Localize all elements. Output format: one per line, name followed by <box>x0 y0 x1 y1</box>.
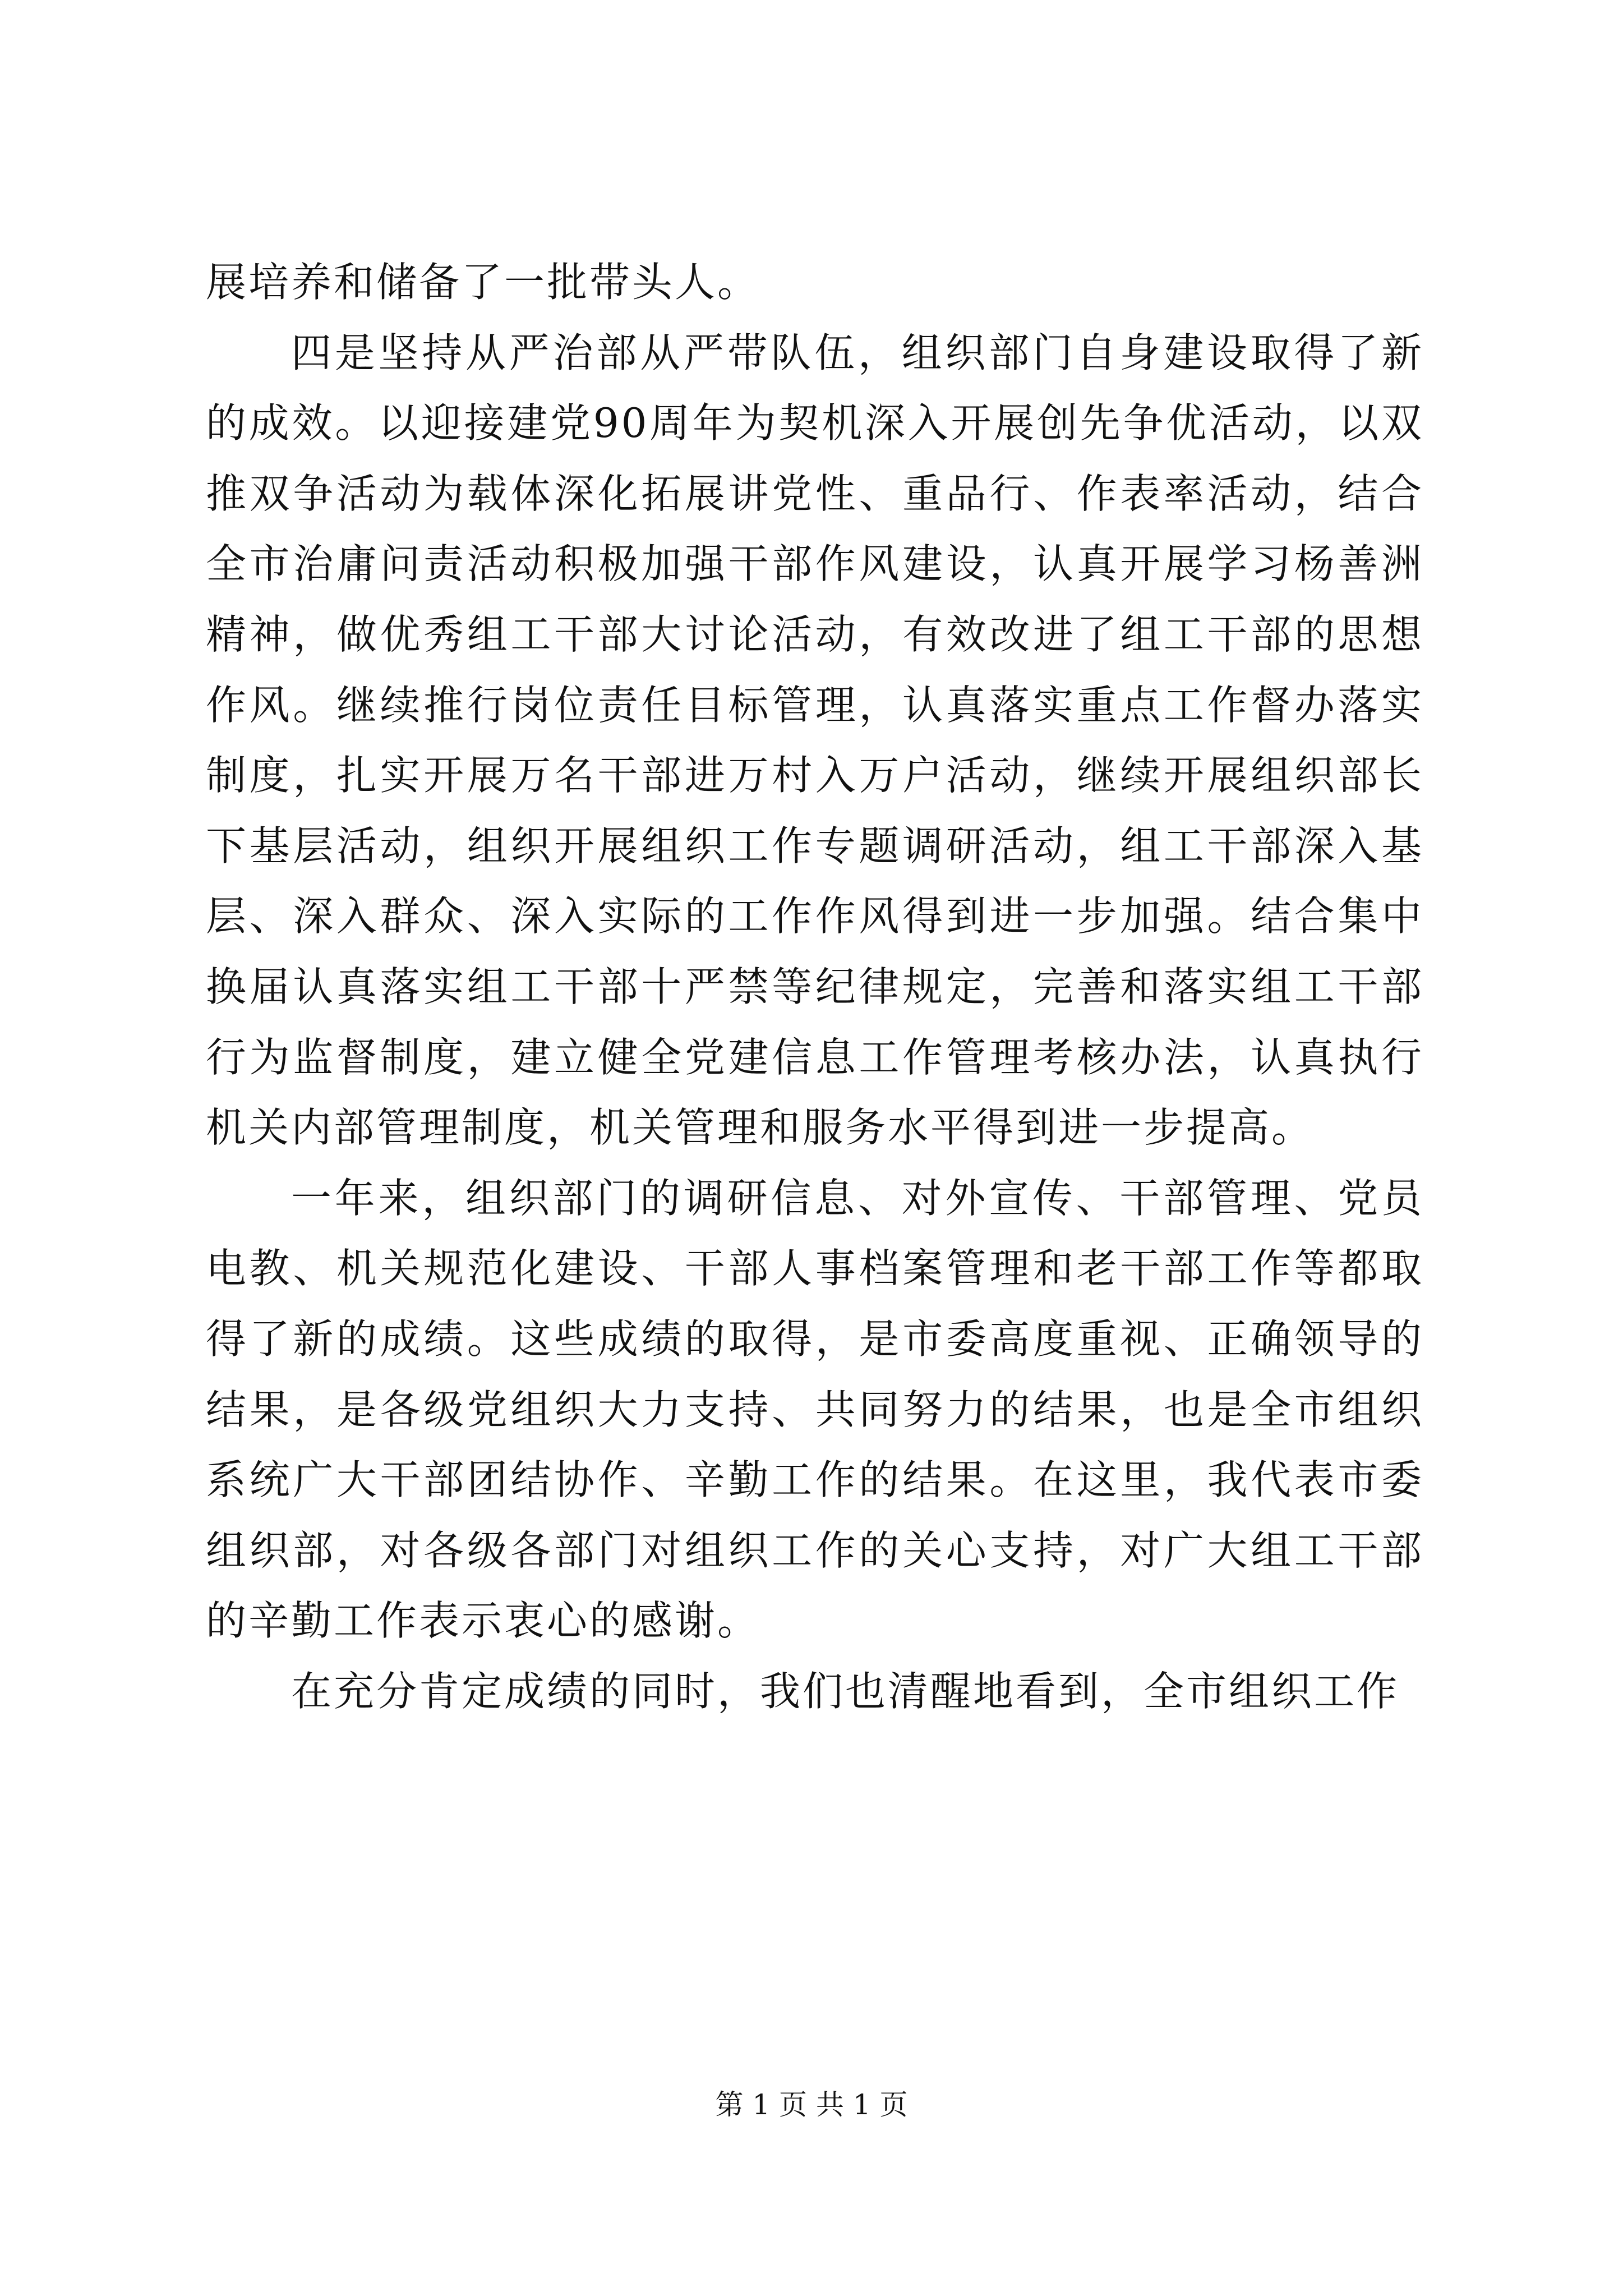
paragraph-shortcomings-intro: 在充分肯定成绩的同时，我们也清醒地看到，全市组织工作 <box>291 1667 1400 1715</box>
paragraph-achievements-summary: 一年来，组织部门的调研信息、对外宣传、干部管理、党员电教、机关规范化建设、干部人事档案管理和老干部工作等都取得了新的成绩。这些成绩的取得，是市委高度重视、正确领导的结果，是各级党组织大力支持、共同努力的结果，也是全市组织系统广大干部团结协作、辛勤工作的结果。在这里，我代表市委组织部，对各级各部门对组织工作的关心支持，对广大组工干部的辛勤工作表示衷心的感谢。 <box>206 1174 1424 1645</box>
document-body <box>206 247 1424 1727</box>
paragraph-continuation: 展培养和储备了一批带头人。 <box>206 259 760 306</box>
page-footer: 第 1 页 共 1 页 <box>715 2088 908 2121</box>
paragraph-self-construction: 四是坚持从严治部从严带队伍，组织部门自身建设取得了新的成效。以迎接建党90周年为契机深入开展创先争优活动，以双推双争活动为载体深化拓展讲党性、重品行、作表率活动，结合全市治庸问责活动积极加强干部作风建设，认真开展学习杨善洲精神，做优秀组工干部大讨论活动，有效改进了组工干部的思想作风。继续推行岗位责任目标管理，认真落实重点工作督办落实制度，扎实开展万名干部进万村入万户活动，继续开展组织部长下基层活动，组织开展组织工作专题调研活动，组工干部深入基层、深入群众、深入实际的工作作风得到进一步加强。结合集中换届认真落实组工干部十严禁等纪律规定，完善和落实组工干部行为监督制度，建立健全党建信息工作管理考核办法，认真执行机关内部管理制度，机关管理和服务水平得到进一步提高。 <box>206 329 1424 1152</box>
